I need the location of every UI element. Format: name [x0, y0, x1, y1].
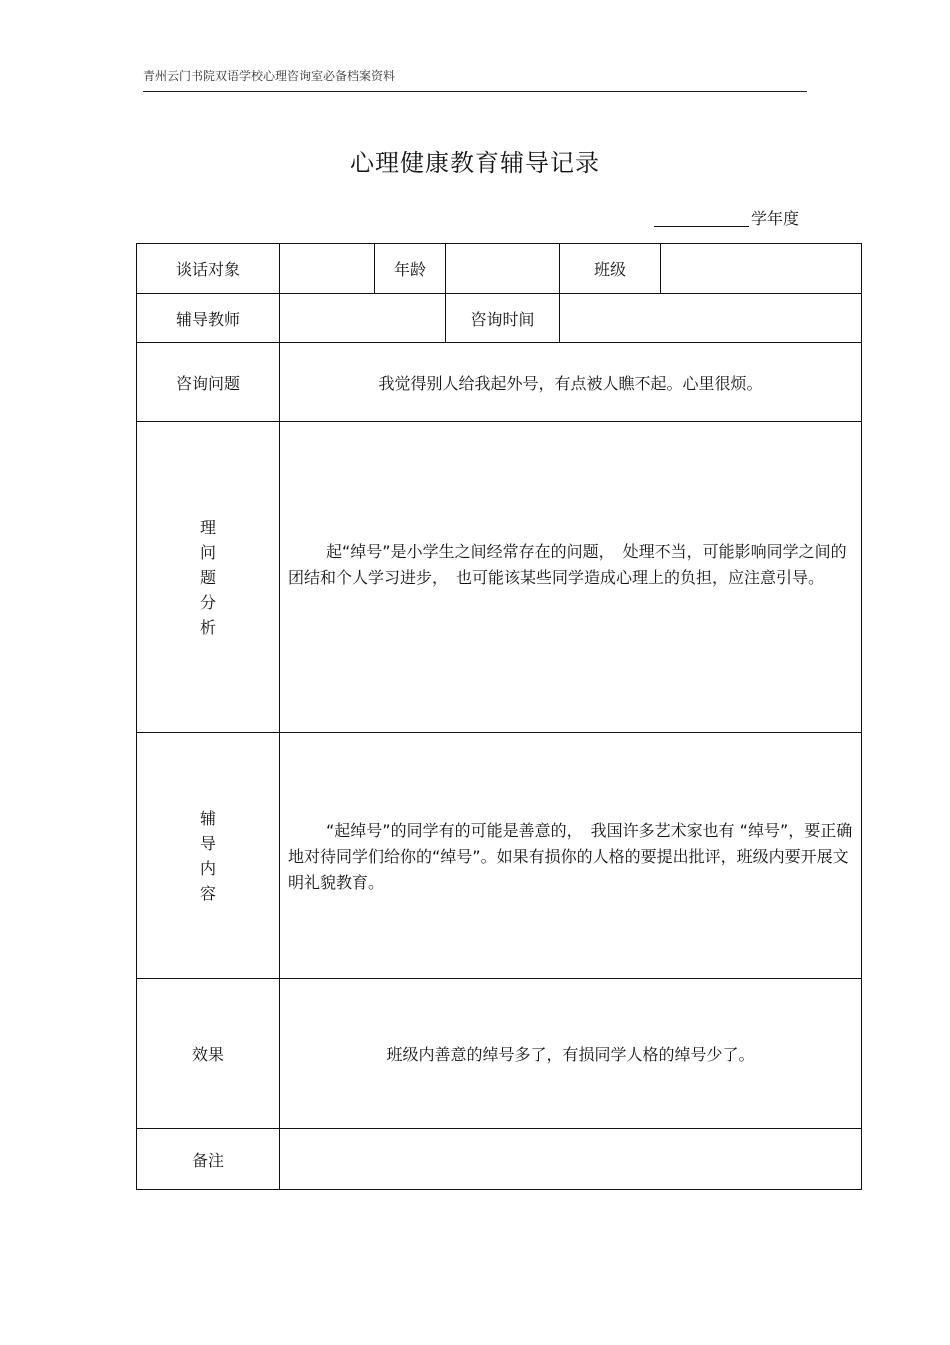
- table-rule: [861, 243, 862, 1190]
- guidance-label-char: 导: [199, 833, 216, 853]
- analysis-label-char: 问: [199, 542, 216, 562]
- teacher-field[interactable]: [280, 294, 445, 342]
- guidance-label: [137, 733, 279, 978]
- teacher-label: 辅导教师: [175, 309, 240, 329]
- guidance-label-char: 容: [199, 883, 216, 903]
- age-field[interactable]: [446, 244, 559, 293]
- analysis-text: 起“绰号”是小学生之间经常存在的问题， 处理不当，可能影响同学之间的团结和个人学习进步， 也可能该某些同学造成心理上的负担，应注意引导。: [288, 542, 847, 587]
- analysis-label: [137, 422, 279, 732]
- age-label: 年龄: [393, 260, 426, 279]
- effect-text: 班级内善意的绰号多了，有损同学人格的绰号少了。: [386, 1045, 755, 1064]
- analysis-label-char: 分: [199, 592, 216, 612]
- class-label: 班级: [593, 260, 626, 279]
- remarks-label: 备注: [191, 1150, 224, 1170]
- student-field[interactable]: [280, 244, 374, 293]
- analysis-label-char: 理: [199, 517, 216, 537]
- guidance-label-char: 辅: [199, 808, 216, 828]
- guidance-label-char: 内: [199, 858, 216, 878]
- remarks-field[interactable]: [280, 1129, 861, 1189]
- student-label: 谈话对象: [175, 260, 240, 279]
- class-field[interactable]: [661, 244, 861, 293]
- academic-year-label: 学年度: [751, 209, 800, 228]
- analysis-label-char: 析: [199, 617, 216, 637]
- effect-label: 效果: [191, 1045, 224, 1064]
- question-label: 咨询问题: [175, 373, 240, 393]
- consult-time-field[interactable]: [560, 294, 861, 342]
- guidance-text: “起绰号”的同学有的可能是善意的， 我国许多艺术家也有 “绰号”，要正确地对待同学们给你的“绰号”。如果有损你的人格的要提出批评，班级内要开展文明礼貌教育。: [288, 821, 853, 892]
- consult-time-label: 咨询时间: [470, 309, 535, 329]
- table-rule: [136, 1189, 862, 1190]
- header-school-name: 青州云门书院双语学校心理咨询室必备档案资料: [143, 69, 396, 83]
- analysis-label-char: 题: [199, 567, 216, 587]
- page-title: 心理健康教育辅导记录: [350, 149, 600, 177]
- question-text: 我觉得别人给我起外号，有点被人瞧不起。心里很烦。: [378, 373, 763, 393]
